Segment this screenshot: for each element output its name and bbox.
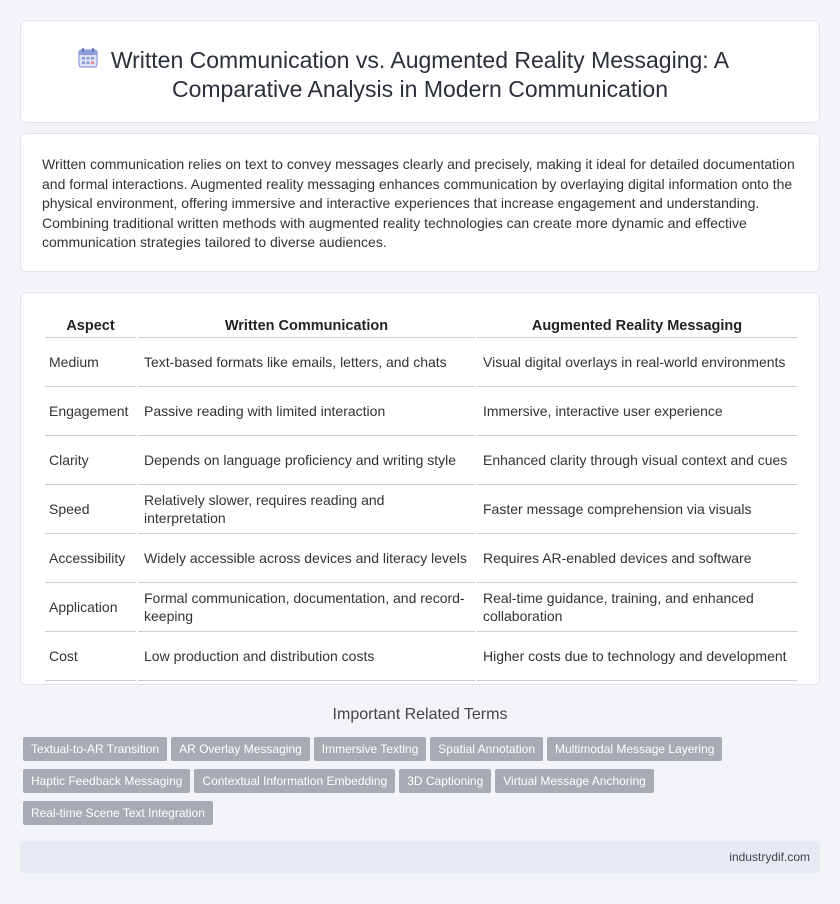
table-row [45,387,797,436]
header-card [20,20,820,123]
table-row [45,436,797,485]
comparison-table [43,314,799,681]
related-tag[interactable]: AR Overlay Messaging [171,737,310,761]
table-row [45,485,797,534]
related-terms-title: Important Related Terms [332,706,508,723]
row-ar: Visual digital overlays in real-world environments [477,338,797,387]
row-written: Widely accessible across devices and literacy levels [138,534,475,583]
row-aspect: Clarity [45,436,136,485]
table-row [45,632,797,681]
header-written: Written Communication [138,314,475,338]
row-aspect: Application [45,583,136,632]
row-written: Passive reading with limited interaction [138,387,475,436]
related-terms-tags [23,737,813,833]
row-ar: Real-time guidance, training, and enhanced collaboration [477,583,797,632]
row-written: Low production and distribution costs [138,632,475,681]
table-row [45,338,797,387]
row-ar: Higher costs due to technology and development [477,632,797,681]
comparison-table-card [20,292,820,685]
table-row [45,534,797,583]
row-aspect: Accessibility [45,534,136,583]
row-written: Depends on language proficiency and writing style [138,436,475,485]
related-tag[interactable]: Contextual Information Embedding [194,769,395,793]
page-title: Written Communication vs. Augmented Reality Messaging: A Comparative Analysis in Modern Communication [110,47,730,102]
row-written: Text-based formats like emails, letters, and chats [138,338,475,387]
row-aspect: Speed [45,485,136,534]
row-aspect: Cost [45,632,136,681]
related-tag[interactable]: Virtual Message Anchoring [495,769,654,793]
header-aspect: Aspect [45,314,136,338]
row-ar: Enhanced clarity through visual context and cues [477,436,797,485]
row-written: Formal communication, documentation, and record-keeping [138,583,475,632]
related-tag[interactable]: Spatial Annotation [430,737,543,761]
table-row [45,583,797,632]
related-tag[interactable]: Haptic Feedback Messaging [23,769,190,793]
footer-site-link[interactable]: industrydif.com [729,850,810,864]
footer [20,841,820,873]
row-aspect: Medium [45,338,136,387]
intro-card [20,133,820,272]
row-aspect: Engagement [45,387,136,436]
related-tag[interactable]: Immersive Texting [314,737,426,761]
row-written: Relatively slower, requires reading and interpretation [138,485,475,534]
row-ar: Immersive, interactive user experience [477,387,797,436]
related-tag[interactable]: Real-time Scene Text Integration [23,801,213,825]
table-header-row [45,314,797,338]
related-tag[interactable]: Multimodal Message Layering [547,737,722,761]
row-ar: Requires AR-enabled devices and software [477,534,797,583]
title-wrap [21,46,819,104]
header-ar: Augmented Reality Messaging [477,314,797,338]
related-tag[interactable]: 3D Captioning [399,769,491,793]
intro-paragraph: Written communication relies on text to convey messages clearly and precisely, making it ideal for detailed documentation and formal interactions. Augmented reality messaging enhances communication by overlaying digital information onto the physical environment, offering immersive and interactive experiences that increase engagement and understanding. Combining traditional written methods with augmented reality technologies can create more dynamic and effective communication strategies tailored to diverse audiences. [42,156,795,251]
related-tag[interactable]: Textual-to-AR Transition [23,737,167,761]
row-ar: Faster message comprehension via visuals [477,485,797,534]
